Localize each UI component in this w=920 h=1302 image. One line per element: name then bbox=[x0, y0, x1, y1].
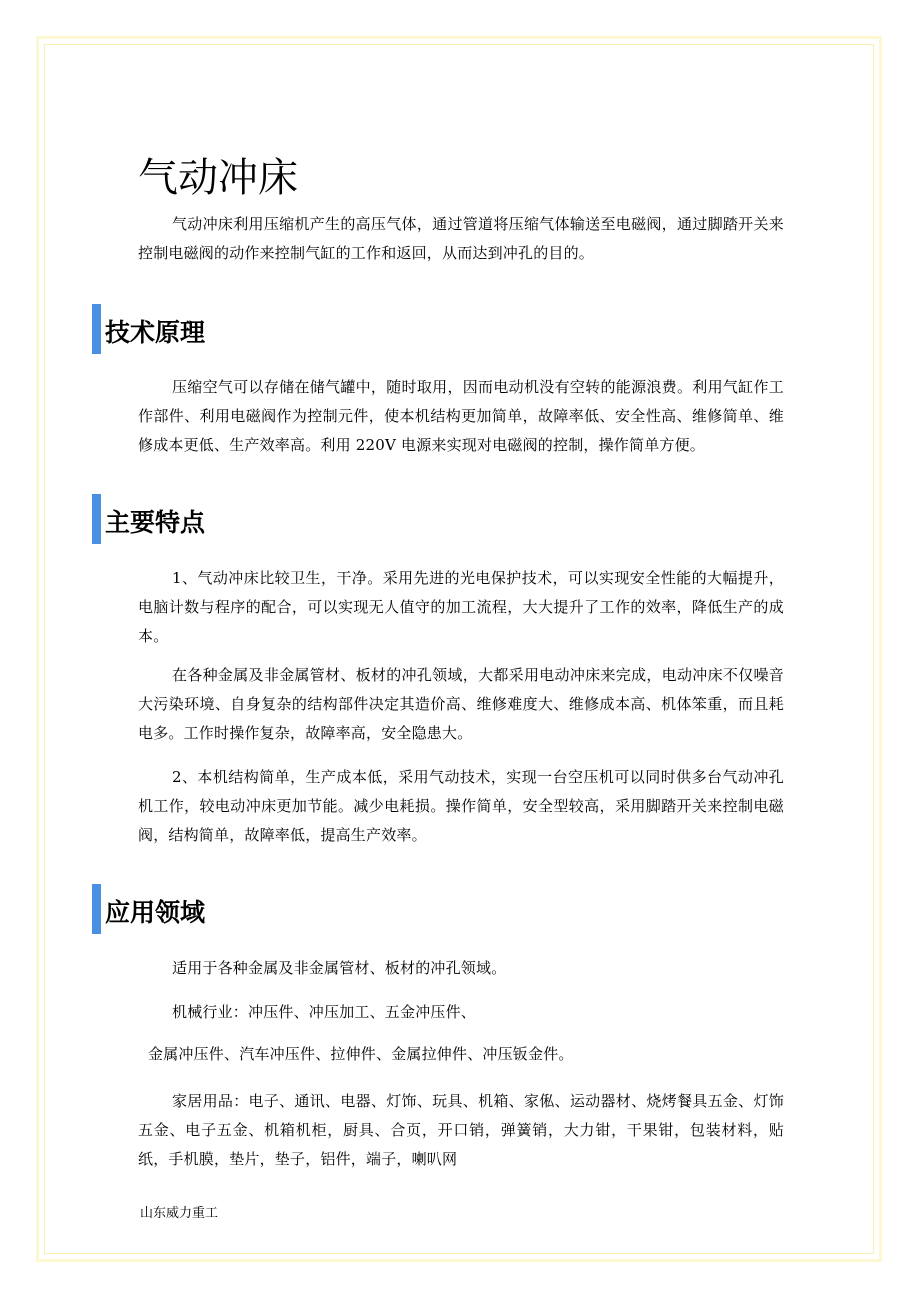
principle-paragraph: 压缩空气可以存储在储气罐中，随时取用，因而电动机没有空转的能源浪费。利用气缸作工作部件、利用电磁阀作为控制元件，使本机结构更加简单，故障率低、安全性高、维修简单、维修成本更低、生产效率高。利用 220V 电源来实现对电磁阀的控制，操作简单方便。 bbox=[138, 378, 784, 454]
features-paragraph-1: 1、气动冲床比较卫生，干净。采用先进的光电保护技术，可以实现安全性能的大幅提升，电脑计数与程序的配合，可以实现无人值守的加工流程，大大提升了工作的效率，降低生产的成本。 bbox=[138, 569, 784, 645]
section-heading-principle bbox=[92, 304, 205, 354]
intro-paragraph: 气动冲床利用压缩机产生的高压气体，通过管道将压缩气体输送至电磁阀，通过脚踏开关来控制电磁阀的动作来控制气缸的工作和返回，从而达到冲孔的目的。 bbox=[138, 215, 784, 262]
section-heading-text: 主要特点 bbox=[105, 508, 206, 537]
heading-accent-bar bbox=[92, 304, 101, 354]
heading-accent-bar bbox=[92, 494, 101, 544]
applications-paragraph-2: 机械行业：冲压件、冲压加工、五金冲压件、 bbox=[172, 1003, 477, 1021]
applications-paragraph-1: 适用于各种金属及非金属管材、板材的冲孔领域。 bbox=[172, 959, 507, 977]
heading-accent-bar bbox=[92, 884, 101, 934]
applications-paragraph-3: 金属冲压件、汽车冲压件、拉伸件、金属拉伸件、冲压钣金件。 bbox=[148, 1045, 574, 1063]
section-heading-applications bbox=[92, 884, 205, 934]
features-paragraph-3: 2、本机结构简单，生产成本低，采用气动技术，实现一台空压机可以同时供多台气动冲孔机工作，较电动冲床更加节能。减少电耗损。操作简单，安全型较高，采用脚踏开关来控制电磁阀，结构简单，故障率低，提高生产效率。 bbox=[138, 768, 784, 844]
footer-company-name: 山东威力重工 bbox=[140, 1206, 219, 1221]
section-heading-features bbox=[92, 494, 205, 544]
document-title: 气动冲床 bbox=[138, 155, 298, 201]
section-heading-text: 技术原理 bbox=[105, 318, 206, 347]
applications-paragraph-4: 家居用品：电子、通讯、电器、灯饰、玩具、机箱、家俬、运动器材、烧烤餐具五金、灯饰五金、电子五金、机箱机柜，厨具、合页，开口销，弹簧销，大力钳，干果钳，包装材料，贴纸，手机膜，垫片，垫子，铝件，端子，喇叭网 bbox=[138, 1092, 784, 1168]
features-paragraph-2: 在各种金属及非金属管材、板材的冲孔领域，大都采用电动冲床来完成，电动冲床不仅噪音大污染环境、自身复杂的结构部件决定其造价高、维修难度大、维修成本高、机体笨重，而且耗电多。工作时操作复杂，故障率高，安全隐患大。 bbox=[138, 666, 784, 742]
section-heading-text: 应用领域 bbox=[105, 898, 206, 927]
